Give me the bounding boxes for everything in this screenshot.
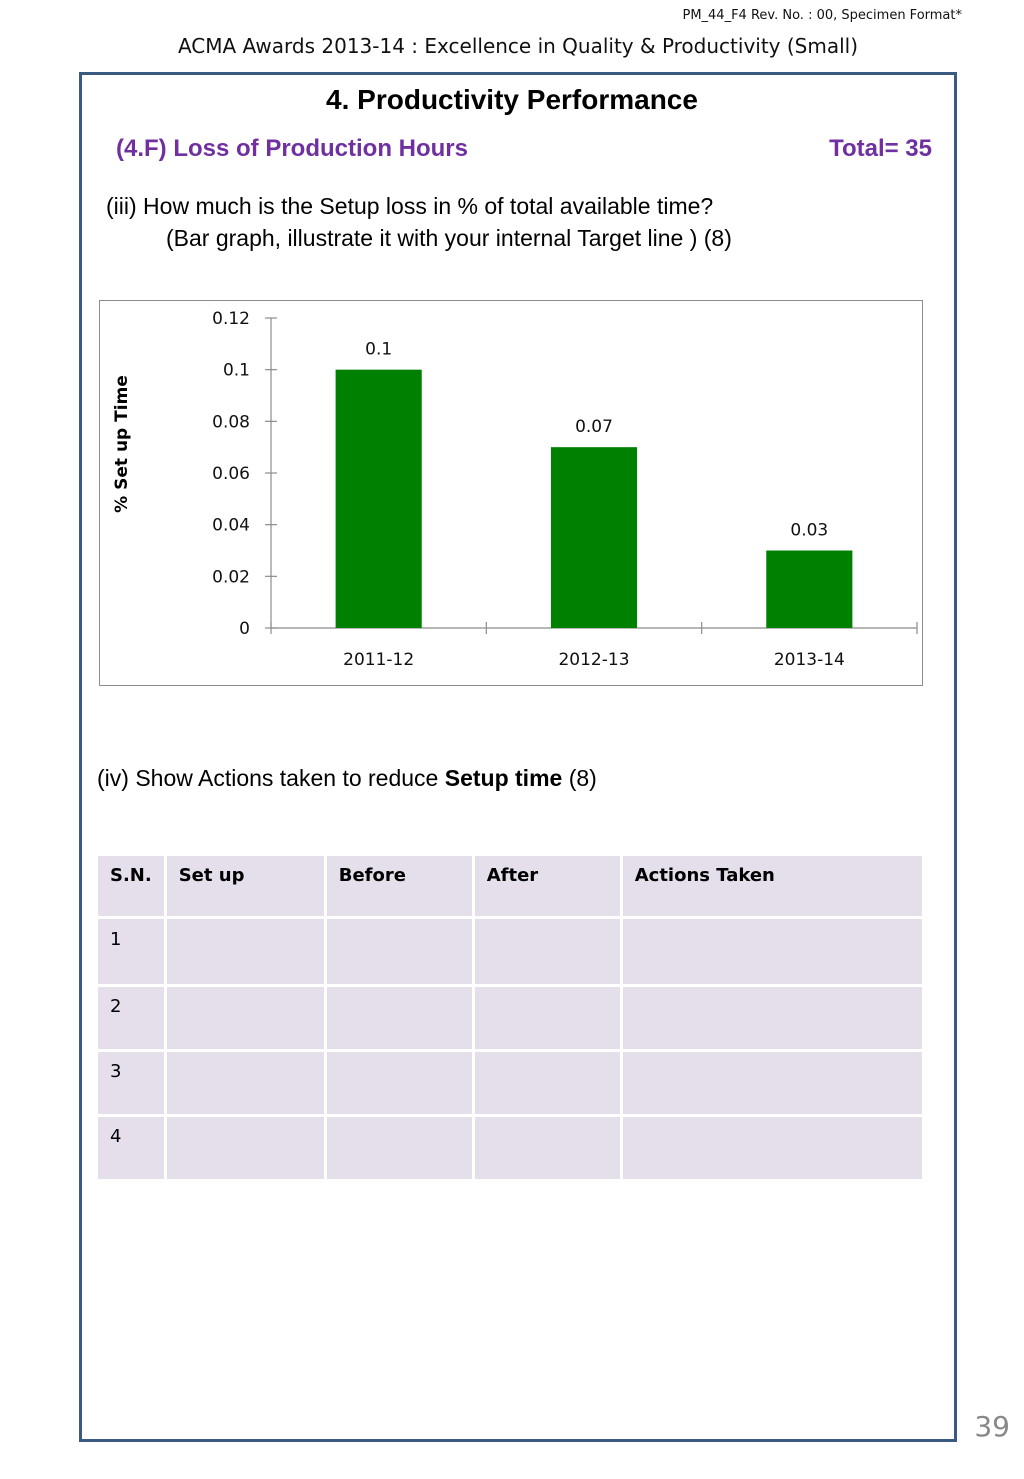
table-row xyxy=(97,986,924,1051)
question-iv-bold: Setup time xyxy=(444,765,563,791)
bar-2013-14 xyxy=(766,551,852,629)
data-label: 0.1 xyxy=(365,339,393,360)
bar-2011-12 xyxy=(336,370,422,628)
cell-after[interactable] xyxy=(473,1116,621,1181)
cell-actions-taken[interactable] xyxy=(621,1051,923,1116)
cell-before[interactable] xyxy=(325,986,473,1051)
cell-setup[interactable] xyxy=(165,918,325,986)
cell-actions-taken[interactable] xyxy=(621,986,923,1051)
total-score: Total= 35 xyxy=(829,135,932,162)
cell-sn: 4 xyxy=(97,1116,166,1181)
cell-before[interactable] xyxy=(325,918,473,986)
header-sn: S.N. xyxy=(97,855,166,918)
x-tick-label: 2011-12 xyxy=(343,650,415,670)
y-tick-label: 0.12 xyxy=(212,309,250,329)
question-iii-line2: (Bar graph, illustrate it with your internal Target line ) (8) xyxy=(166,225,732,251)
y-tick-label: 0.08 xyxy=(212,412,250,433)
data-label: 0.03 xyxy=(790,520,829,541)
cell-setup[interactable] xyxy=(165,1116,325,1181)
y-tick-label: 0.02 xyxy=(212,567,250,588)
data-label: 0.07 xyxy=(575,417,613,438)
y-tick-label: 0.1 xyxy=(222,360,250,381)
setup-loss-chart xyxy=(99,300,923,686)
cell-after[interactable] xyxy=(473,918,621,986)
question-iv xyxy=(97,765,597,792)
chart-svg xyxy=(100,301,924,687)
table-row xyxy=(97,1116,924,1181)
cell-sn: 2 xyxy=(97,986,166,1051)
table-row xyxy=(97,1051,924,1116)
header-setup: Set up xyxy=(165,855,325,918)
x-tick-label: 2012-13 xyxy=(558,650,630,670)
header-after: After xyxy=(473,855,621,918)
actions-table xyxy=(95,853,925,1182)
y-tick-label: 0 xyxy=(239,619,250,639)
cell-before[interactable] xyxy=(325,1051,473,1116)
table-row xyxy=(97,918,924,986)
question-iii-line1: (iii) How much is the Setup loss in % of total available time? xyxy=(106,193,714,219)
cell-after[interactable] xyxy=(473,986,621,1051)
cell-after[interactable] xyxy=(473,1051,621,1116)
y-axis-title: % Set up Time xyxy=(112,375,132,513)
y-tick-label: 0.06 xyxy=(212,464,250,484)
cell-setup[interactable] xyxy=(165,986,325,1051)
page-frame xyxy=(79,72,957,1442)
bar-2012-13 xyxy=(551,447,637,628)
cell-actions-taken[interactable] xyxy=(621,1116,923,1181)
page-number: 39 xyxy=(974,1410,1010,1443)
x-tick-label: 2013-14 xyxy=(773,650,845,670)
cell-sn: 3 xyxy=(97,1051,166,1116)
cell-setup[interactable] xyxy=(165,1051,325,1116)
table-header-row xyxy=(97,855,924,918)
cell-actions-taken[interactable] xyxy=(621,918,923,986)
document-header: ACMA Awards 2013-14 : Excellence in Quality & Productivity (Small) xyxy=(177,34,859,58)
question-iv-suffix: (8) xyxy=(562,765,597,791)
question-iv-prefix: (iv) Show Actions taken to reduce xyxy=(97,765,445,791)
cell-before[interactable] xyxy=(325,1116,473,1181)
y-tick-label: 0.04 xyxy=(212,515,250,536)
section-title: 4. Productivity Performance xyxy=(326,84,698,115)
subsection-title: (4.F) Loss of Production Hours xyxy=(116,135,468,162)
cell-sn: 1 xyxy=(97,918,166,986)
header-actions-taken: Actions Taken xyxy=(621,855,923,918)
document-code: PM_44_F4 Rev. No. : 00, Specimen Format* xyxy=(682,8,962,23)
header-before: Before xyxy=(325,855,473,918)
